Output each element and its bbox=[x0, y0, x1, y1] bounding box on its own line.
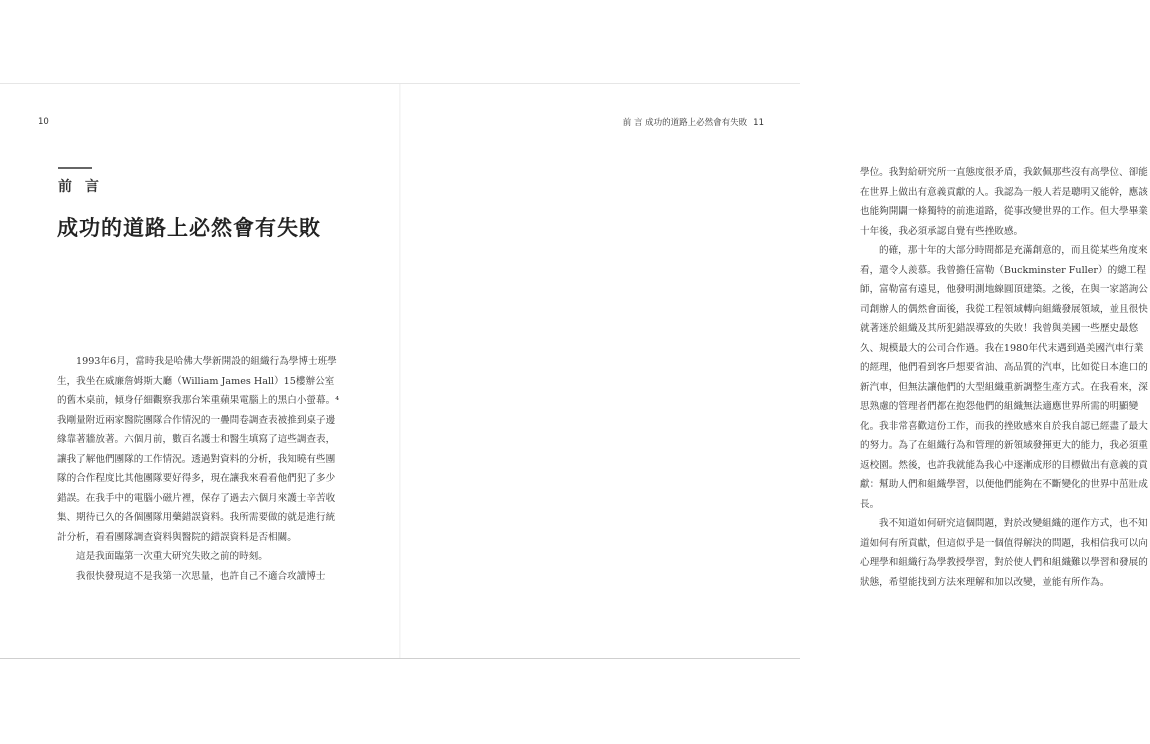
paragraph: 我很快發現這不是我第一次思量，也許自己不適合攻讀博士 bbox=[76, 570, 326, 582]
running-head bbox=[623, 116, 764, 128]
chapter-label: 前 言 bbox=[58, 179, 103, 195]
paragraph: 我不知道如何研究這個問題，對於改變組織的運作方式，也不知道如何有所貢獻，但這似乎是一個值得解決的問題，我相信我可以向心理學和組織行為學教授學習，對於使人們和組織難以學習和發展的狀態，希望能找到方法來理解和加以改變，並能有所作為。 bbox=[860, 518, 1148, 588]
chapter-title: 成功的道路上必然會有失敗 bbox=[57, 216, 321, 240]
right-body-text bbox=[860, 163, 1150, 592]
chapter-rule bbox=[58, 167, 92, 169]
page-number-right: 11 bbox=[753, 118, 764, 128]
running-head-title: 前 言 成功的道路上必然會有失敗 bbox=[622, 118, 748, 128]
paragraph: 的確，那十年的大部分時間都是充滿創意的，而且從某些角度來看，還令人羨慕。我曾擔任富勒（Buckminster Fuller）的總工程師，富勒富有遠見，他發明測地線圓頂建築。之後，在與一家諮詢公司創辦人的偶然會面後，我從工程領域轉向組織發展領域，並且很快就著迷於組織及其所犯錯誤導致的失敗！我曾與美國一些歷史最悠久、規模最大的公司合作過。我在1980年代末遇到過美國汽車行業的經理，他們看到客戶想要省油、高品質的汽車，比如從日本進口的新汽車，但無法讓他們的大型組織重新調整生產方式。在我看來，深思熟慮的管理者們都在抱怨他們的組織無法適應世界所需的明顯變化。我非常喜歡這份工作，而我的挫敗感來自於我自認已經盡了最大的努力。為了在組織行為和管理的新領域發揮更大的能力，我必須重返校園。然後，也許我就能為我心中逐漸成形的目標做出有意義的貢獻：幫助人們和組織學習，以便他們能夠在不斷變化的世界中茁壯成長。 bbox=[860, 245, 1148, 510]
right-page bbox=[400, 84, 1148, 658]
left-body-text bbox=[57, 352, 340, 586]
page-number-left: 10 bbox=[38, 117, 49, 127]
book-spread bbox=[0, 83, 1148, 659]
paragraph: 學位。我對給研究所一直態度很矛盾，我欽佩那些沒有高學位、卻能在世界上做出有意義貢獻的人。我認為一般人若是聰明又能幹，應該也能夠開闢一條獨特的前進道路，從事改變世界的工作。但大學畢業十年後，我必須承認自覺有些挫敗感。 bbox=[860, 167, 1148, 237]
paragraph: 這是我面臨第一次重大研究失敗之前的時刻。 bbox=[76, 551, 268, 562]
paragraph: 1993年6月，當時我是哈佛大學新開設的組織行為學博士班學生，我坐在威廉詹姆斯大廳（William James Hall）15樓辦公室的舊木桌前，傾身仔細觀察我那台笨重蘋果電腦上的黑白小螢幕。⁴我剛量附近兩家醫院團隊合作情況的一疊問卷調查表被推到桌子邊緣靠著牆放著。六個月前，數百名護士和醫生填寫了這些調查表，讓我了解他們團隊的工作情況。透過對資料的分析，我知曉有些團隊的合作程度比其他團隊要好得多，現在讓我來看看他們犯了多少錯誤。在我手中的電腦小磁片裡，保存了過去六個月來護士辛苦收集、期待已久的各個團隊用藥錯誤資料。我所需要做的就是進行統計分析，看看團隊調查資料與醫院的錯誤資料是否相關。 bbox=[57, 356, 340, 543]
left-page bbox=[0, 84, 400, 658]
